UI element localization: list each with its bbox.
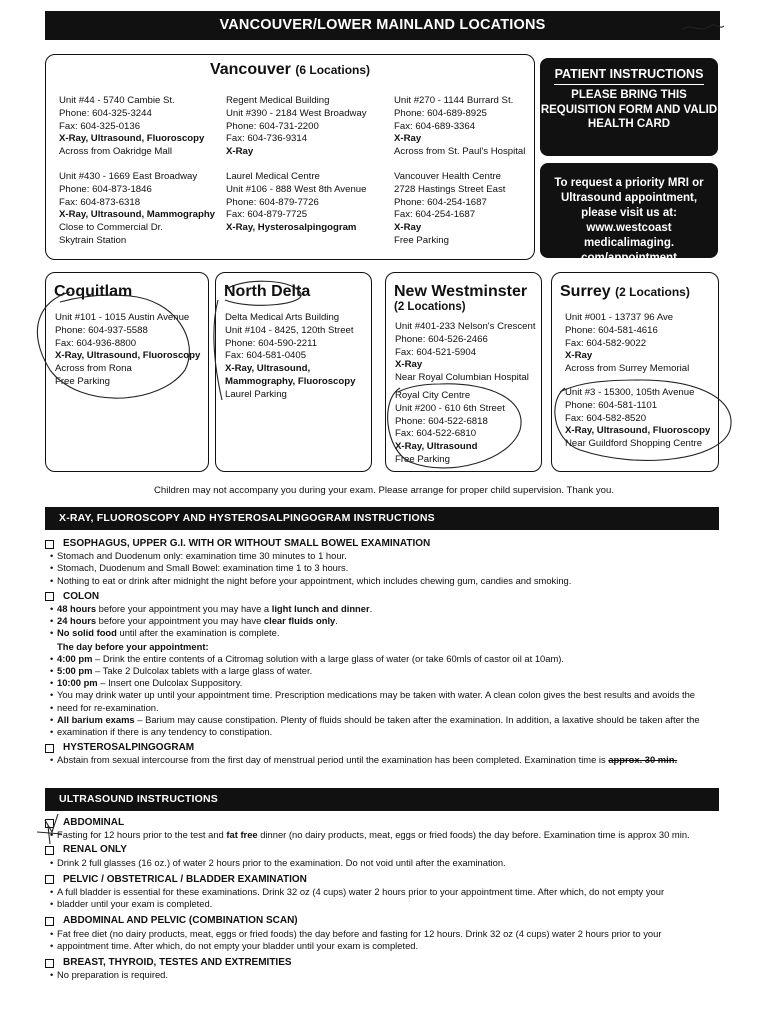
location-royal-city-centre: Royal City Centre Unit #200 - 610 6th Street Phone: 604-522-6818 Fax: 604-522-6810 X-Ray, Ultrasound Free Parking [395,390,505,465]
priority-mri-box: To request a priority MRI or Ultrasound appointment, please visit us at: www.westcoast medicalimaging. com/appointment [540,163,718,258]
esophagus-item: ESOPHAGUS, UPPER G.I. WITH OR WITHOUT SMALL BOWEL EXAMINATION [45,538,725,550]
location-coquitlam: Unit #101 - 1015 Austin Avenue Phone: 604-937-5588 Fax: 604-936-8800 X-Ray, Ultrasound, Fluoroscopy Across from Rona Free Parking [55,312,201,387]
xray-section-title: X-RAY, FLUOROSCOPY AND HYSTEROSALPINGOGRAM INSTRUCTIONS [45,507,719,530]
abdominal-item: ABDOMINAL [45,817,725,829]
north-delta-box [215,272,372,472]
surrey-box [551,272,719,472]
location-nelsons-crescent: Unit #401-233 Nelson's Crescent Phone: 604-526-2466 Fax: 604-521-5904 X-Ray Near Royal Columbian Hospital [395,321,536,384]
surrey-title: Surrey (2 Locations) [560,283,690,300]
patient-instructions-box [540,58,718,156]
abdominal-checkbox[interactable] [45,819,54,828]
patient-instructions-heading: PATIENT INSTRUCTIONS [554,67,704,85]
location-west-8th: Laurel Medical Centre Unit #106 - 888 West 8th Avenue Phone: 604-879-7726 Fax: 604-879-7725 X-Ray, Hysterosalpingogram [226,171,367,234]
combination-scan-checkbox[interactable] [45,917,54,926]
vancouver-name: Vancouver [209,61,291,78]
hysterosalpingogram-item: HYSTEROSALPINGOGRAM [45,742,725,754]
location-north-delta: Delta Medical Arts Building Unit #104 - 8425, 120th Street Phone: 604-590-2211 Fax: 604-581-0405 X-Ray, Ultrasound, Mammography, Fluoroscopy Laurel Parking [225,312,356,400]
location-burrard: Unit #270 - 1144 Burrard St. Phone: 604-689-8925 Fax: 604-689-3364 X-Ray Across from St. Paul's Hospital [394,95,526,158]
colon-item: COLON [45,591,725,603]
pelvic-checkbox[interactable] [45,875,54,884]
vancouver-title [46,61,534,79]
new-westminster-box [385,272,542,472]
breast-thyroid-checkbox[interactable] [45,959,54,968]
breast-thyroid-item: BREAST, THYROID, TESTES AND EXTREMITIES [45,957,725,969]
patient-instructions-text: PLEASE BRING THIS REQUISITION FORM AND VALID HEALTH CARD [540,89,718,130]
renal-item: RENAL ONLY [45,844,725,856]
new-westminster-title: New Westminster [394,283,528,300]
ultrasound-section-title: ULTRASOUND INSTRUCTIONS [45,788,719,811]
location-hastings: Vancouver Health Centre 2728 Hastings Street East Phone: 604-254-1687 Fax: 604-254-1687 X-Ray Free Parking [394,171,506,246]
coquitlam-title: Coquitlam [54,283,133,300]
pelvic-item: PELVIC / OBSTETRICAL / BLADDER EXAMINATION [45,874,725,886]
ultrasound-instructions: ABDOMINAL • Fasting for 12 hours prior to the test and fat free dinner (no dairy products, meat, eggs or fried foods) the day before. Examination time is approx 30 min. RENAL ONLY • Drink 2 full glasses (16 oz.) of water 2 hours prior to the examination. Do not void until after the examination. PELVIC / OBSTETRICAL / BLADDER EXAMINATION • A full bladder is essential for these examinations. Drink 32 oz (4 cups) water 2 hours prior to your appointment time. After which, do not empty your • bladder until your exam is completed. ABDOMINAL AND PELVIC (COMBINATION SCAN) • Fat free diet (no dairy products, meat, eggs or fried foods) the day before and fasting for 12 hours. Drink 32 oz (4 cups) water 2 hours prior to your • appointment time. After which, do not empty your bladder until your exam is completed. BREAST, THYROID, TESTES AND EXTREMITIES • No preparation is required. [45,815,725,981]
esophagus-checkbox[interactable] [45,540,54,549]
location-cambie: Unit #44 - 5740 Cambie St. Phone: 604-325-3244 Fax: 604-325-0136 X-Ray, Ultrasound, Fluoroscopy Across from Oakridge Mall [59,95,205,158]
colon-checkbox[interactable] [45,592,54,601]
location-surrey-105th: Unit #3 - 15300, 105th Avenue Phone: 604-581-1101 Fax: 604-582-8520 X-Ray, Ultrasound, Fluoroscopy Near Guildford Shopping Centre [565,387,711,450]
coquitlam-box [45,272,209,472]
renal-checkbox[interactable] [45,846,54,855]
combination-scan-item: ABDOMINAL AND PELVIC (COMBINATION SCAN) [45,915,725,927]
north-delta-title: North Delta [224,283,311,300]
hysterosalpingogram-checkbox[interactable] [45,744,54,753]
vancouver-locations-box [45,54,535,260]
vancouver-count: (6 Locations) [295,63,371,77]
location-surrey-96-ave: Unit #001 - 13737 96 Ave Phone: 604-581-4616 Fax: 604-582-9022 X-Ray Across from Surrey Memorial [565,312,690,375]
new-westminster-count: (2 Locations) [394,301,466,313]
location-east-broadway: Unit #430 - 1669 East Broadway Phone: 604-873-1846 Fax: 604-873-6318 X-Ray, Ultrasound, Mammography Close to Commercial Dr. Skytrain Station [59,171,216,246]
location-west-broadway: Regent Medical Building Unit #390 - 2184 West Broadway Phone: 604-731-2200 Fax: 604-736-9314 X-Ray [226,95,367,158]
xray-instructions: ESOPHAGUS, UPPER G.I. WITH OR WITHOUT SMALL BOWEL EXAMINATION • Stomach and Duodenum only: examination time 30 minutes to 1 hour. • Stomach, Duodenum and Small Bowel: examination time 1 to 3 hours. • Nothing to eat or drink after midnight the night before your appointment, which includes chewing gum, candies and smoking. COLON • 48 hours before your appointment you may have a light lunch and dinner. • 24 hours before your appointment you may have clear fluids only. • No solid food until after the examination is complete. The day before your appointment: • 4:00 pm – Drink the entire contents of a Citromag solution with a large glass of water (or take 60mls of castor oil at 10am). • 5:00 pm – Take 2 Dulcolax tablets with a large glass of water. • 10:00 pm – Insert one Dulcolax Suppository. • You may drink water up until your appointment time. Prescription medications may be taken with water. A clean colon gives the best results and avoids the • need for re-examination. • All barium exams – Barium may cause constipation. Plenty of fluids should be taken after the examination. In addition, a laxative should be taken after the • examination if there is any tendency to constipation. HYSTEROSALPINGOGRAM • Abstain from sexual intercourse from the first day of menstrual period until the examination has been completed. Examination time is approx. 30 min. [45,535,725,767]
children-note: Children may not accompany you during your exam. Please arrange for proper child supervision. Thank you. [153,485,615,496]
page-title: VANCOUVER/LOWER MAINLAND LOCATIONS [45,11,720,40]
